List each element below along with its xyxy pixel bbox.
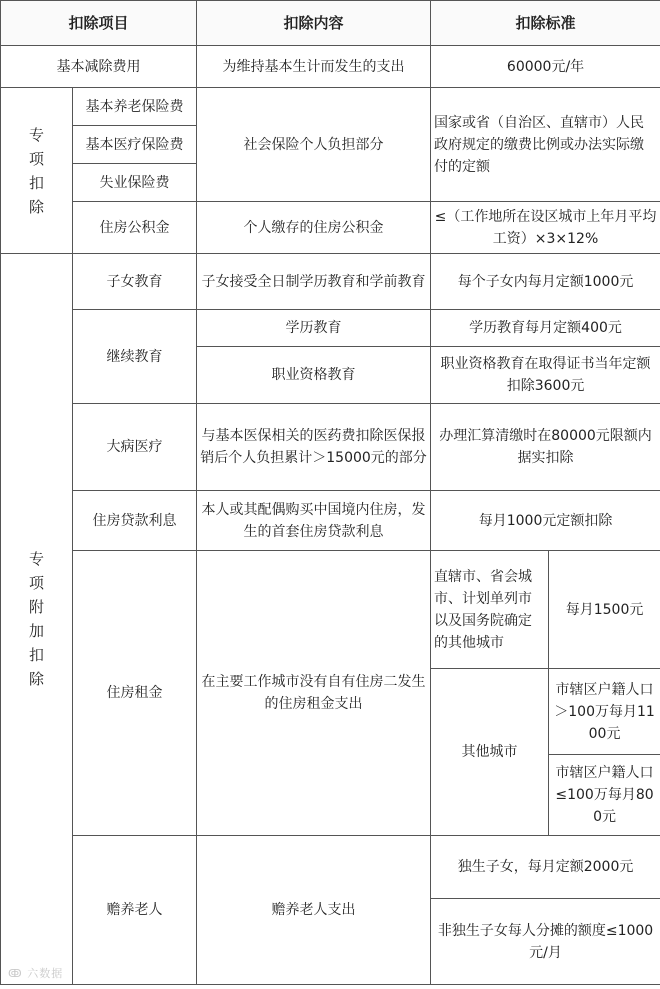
children-content: 子女接受全日制学历教育和学前教育 <box>197 254 431 310</box>
children-row <box>1 254 660 310</box>
basic-row <box>1 46 660 88</box>
basic-standard: 60000元/年 <box>431 46 660 88</box>
illness-standard: 办理汇算清缴时在80000元限额内据实扣除 <box>431 404 660 491</box>
rent-big-pop: 市辖区户籍人口＞100万每月1100元 <box>549 669 660 755</box>
watermark-text: 六数据 <box>27 967 64 980</box>
children-standard: 每个子女内每月定额1000元 <box>431 254 660 310</box>
housing-fund-item: 住房公积金 <box>73 202 197 254</box>
illness-content: 与基本医保相关的医药费扣除医保报销后个人负担累计＞15000元的部分 <box>197 404 431 491</box>
loan-content: 本人或其配偶购买中国境内住房，发生的首套住房贷款利息 <box>197 491 431 551</box>
elderly-only-row <box>1 836 660 899</box>
additional-group-text: 专项附加扣除 <box>28 550 44 688</box>
academic-standard: 学历教育每月定额400元 <box>431 310 660 347</box>
loan-item: 住房贷款利息 <box>73 491 197 551</box>
pension-row <box>1 88 660 126</box>
basic-item: 基本减除费用 <box>1 46 197 88</box>
pension-item: 基本养老保险费 <box>73 88 197 126</box>
header-item: 扣除项目 <box>1 1 197 46</box>
watermark <box>8 965 63 981</box>
unemployment-item: 失业保险费 <box>73 164 197 202</box>
rent-tier1-row <box>1 551 660 669</box>
header-standard: 扣除标准 <box>431 1 660 46</box>
special-group-text: 专项扣除 <box>28 125 44 216</box>
rent-tier1-city: 直辖市、省会城市、计划单列市以及国务院确定的其他城市 <box>431 551 549 669</box>
elderly-only-child: 独生子女，每月定额2000元 <box>431 836 660 899</box>
rent-small-pop: 市辖区户籍人口≤100万每月800元 <box>549 755 660 836</box>
special-group-label <box>1 88 73 254</box>
medical-item: 基本医疗保险费 <box>73 126 197 164</box>
rent-content: 在主要工作城市没有自有住房二发生的住房租金支出 <box>197 551 431 836</box>
academic-content: 学历教育 <box>197 310 431 347</box>
illness-row <box>1 404 660 491</box>
illness-item: 大病医疗 <box>73 404 197 491</box>
academic-row <box>1 310 660 347</box>
rent-other-city: 其他城市 <box>431 669 549 836</box>
basic-content: 为维持基本生计而发生的支出 <box>197 46 431 88</box>
children-item: 子女教育 <box>73 254 197 310</box>
rent-tier1-standard: 每月1500元 <box>549 551 660 669</box>
vocational-standard: 职业资格教育在取得证书当年定额扣除3600元 <box>431 347 660 404</box>
insurance-standard: 国家或省（自治区、直辖市）人民政府规定的缴费比例或办法实际缴付的定额 <box>431 88 660 202</box>
housing-fund-content: 个人缴存的住房公积金 <box>197 202 431 254</box>
header-row <box>1 1 660 46</box>
rent-item: 住房租金 <box>73 551 197 836</box>
additional-group-label <box>1 254 73 985</box>
loan-standard: 每月1000元定额扣除 <box>431 491 660 551</box>
continuing-item: 继续教育 <box>73 310 197 404</box>
elderly-content: 赡养老人支出 <box>197 836 431 985</box>
header-content: 扣除内容 <box>197 1 431 46</box>
insurance-content: 社会保险个人负担部分 <box>197 88 431 202</box>
watermark-logo-icon: ↂ <box>8 967 23 980</box>
elderly-non-only-child: 非独生子女每人分摊的额度≤1000元/月 <box>431 899 660 985</box>
housing-fund-standard: ≤（工作地所在设区城市上年月平均工资）×3×12% <box>431 202 660 254</box>
vocational-content: 职业资格教育 <box>197 347 431 404</box>
elderly-item: 赡养老人 <box>73 836 197 985</box>
housing-fund-row <box>1 202 660 254</box>
loan-row <box>1 491 660 551</box>
